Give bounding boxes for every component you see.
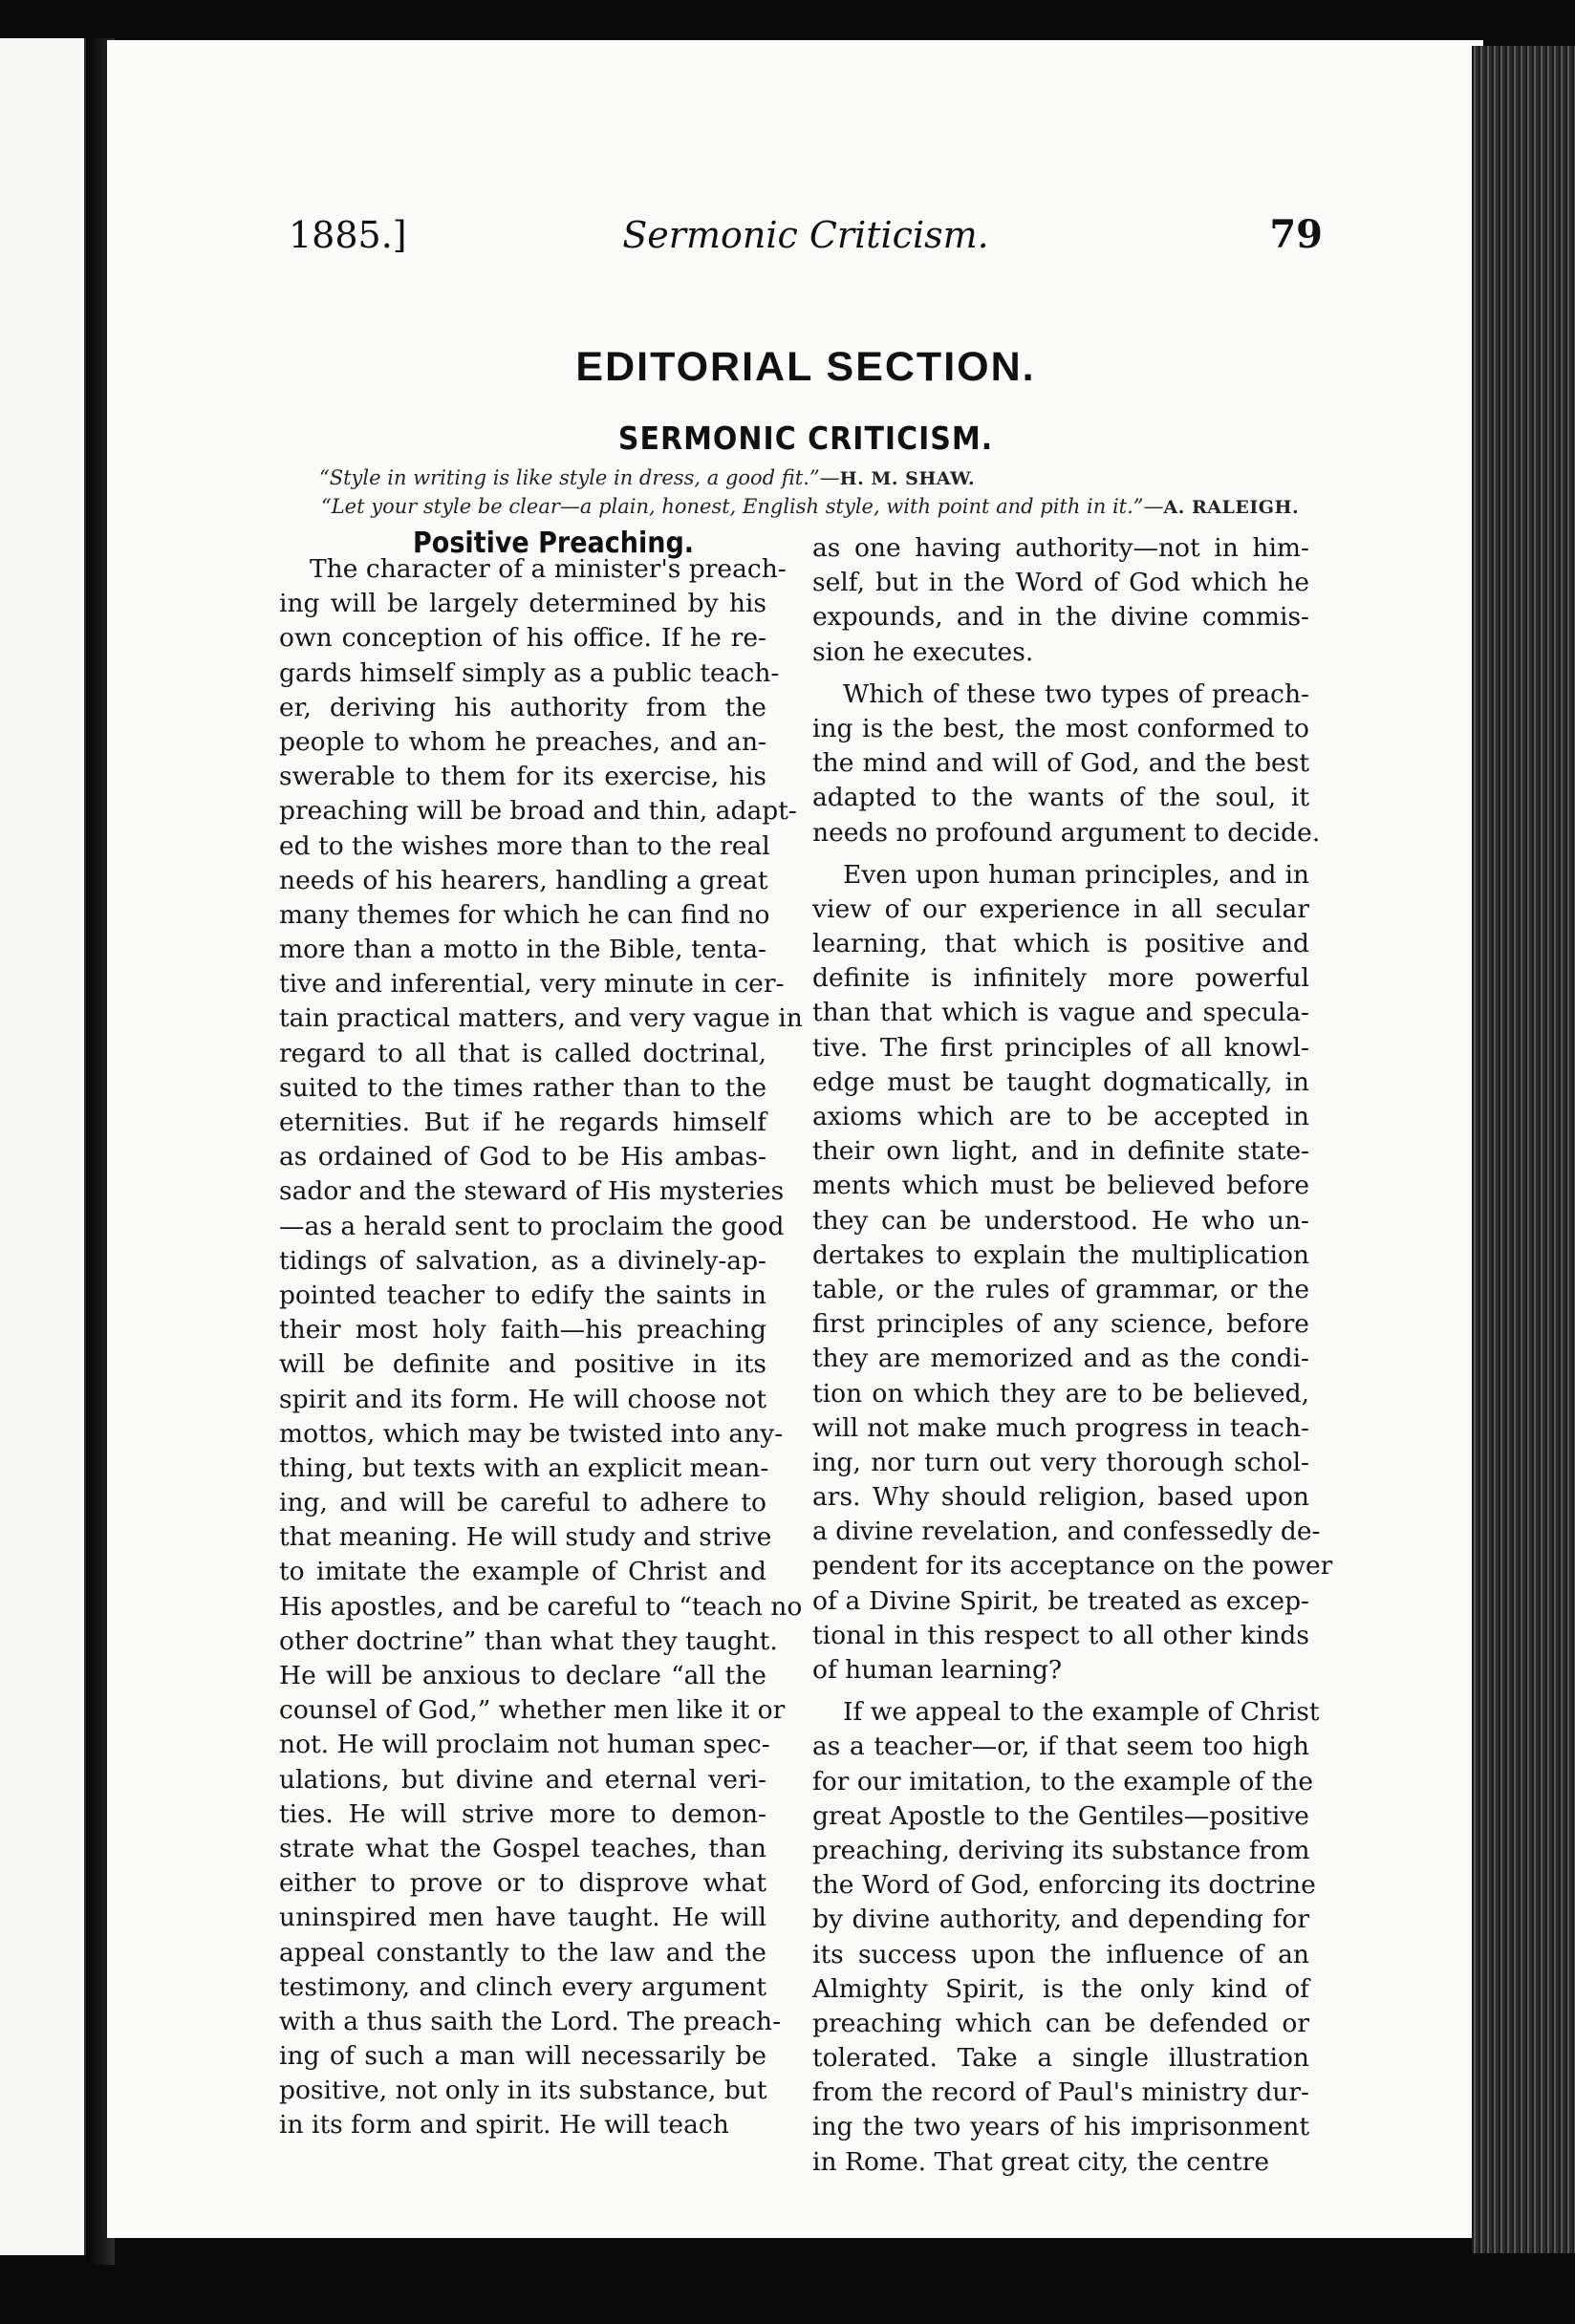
text-line: the Word of God, enforcing its doctrine xyxy=(812,1870,1316,1901)
epigraph-1-quote: “Style in writing is like style in dress, a good fit.”— xyxy=(319,466,840,489)
facing-page-edge xyxy=(0,38,86,2255)
text-line: adapted to the wants of the soul, it xyxy=(812,783,1309,813)
text-line: tion on which they are to be believed, xyxy=(812,1378,1309,1409)
text-line: needs of his hearers, handling a great xyxy=(279,865,768,895)
text-line: tain practical matters, and very vague in xyxy=(279,1003,803,1034)
page-number: 79 xyxy=(1269,212,1323,257)
text-line: thing, but texts with an explicit mean- xyxy=(279,1452,769,1483)
text-line: definite is infinitely more powerful xyxy=(812,963,1309,994)
text-line: dertakes to explain the multiplication xyxy=(812,1239,1309,1270)
text-line: table, or the rules of grammar, or the xyxy=(812,1274,1309,1304)
text-line: suited to the times rather than to the xyxy=(279,1072,766,1103)
running-head-title: Sermonic Criticism. xyxy=(622,214,989,256)
text-line: ed to the wishes more than to the real xyxy=(279,830,770,861)
text-line: to imitate the example of Christ and xyxy=(279,1557,766,1587)
text-line: that meaning. He will study and strive xyxy=(279,1522,772,1553)
text-line: will not make much progress in teach- xyxy=(812,1412,1309,1443)
text-line: uninspired men have taught. He will xyxy=(279,1903,766,1933)
text-line: —as a herald sent to proclaim the good xyxy=(279,1211,785,1241)
article-heading: Positive Preaching. xyxy=(413,527,695,560)
text-line: in Rome. That great city, the centre xyxy=(812,2146,1270,2177)
text-line: as one having authority—not in him- xyxy=(812,533,1309,563)
text-line: sion he executes. xyxy=(812,636,1034,667)
text-line: more than a motto in the Bible, tenta- xyxy=(279,935,766,965)
page-block-edge xyxy=(1472,46,1575,2253)
text-line: regard to all that is called doctrinal, xyxy=(279,1038,766,1068)
text-line: ments which must be believed before xyxy=(812,1171,1309,1201)
text-line: spirit and its form. He will choose not xyxy=(279,1384,766,1414)
text-line: Even upon human principles, and in xyxy=(843,859,1309,890)
text-line: tive and inferential, very minute in cer- xyxy=(279,969,785,1000)
text-line: testimony, and clinch every argument xyxy=(279,1971,766,2002)
text-line: learning, that which is positive and xyxy=(812,929,1309,959)
text-line: er, deriving his authority from the xyxy=(279,692,766,722)
text-line: as ordained of God to be His ambas- xyxy=(279,1142,766,1173)
text-line: self, but in the Word of God which he xyxy=(812,568,1309,598)
running-head xyxy=(289,208,1323,266)
text-line: view of our experience in all secular xyxy=(812,893,1309,924)
text-line: edge must be taught dogmatically, in xyxy=(812,1066,1309,1097)
text-line: with a thus saith the Lord. The preach- xyxy=(279,2006,782,2036)
text-line: ulations, but divine and eternal veri- xyxy=(279,1764,766,1795)
text-line: its success upon the influence of an xyxy=(812,1939,1309,1969)
text-line: eternities. But if he regards himself xyxy=(279,1108,766,1137)
text-line: preaching will be broad and thin, adapt- xyxy=(279,796,797,827)
text-line: positive, not only in its substance, but xyxy=(279,2076,767,2106)
text-line: of a Divine Spirit, be treated as excep- xyxy=(812,1585,1309,1616)
text-line: great Apostle to the Gentiles—positive xyxy=(812,1800,1309,1831)
text-line: other doctrine” than what they taught. xyxy=(279,1625,778,1656)
text-line: His apostles, and be careful to “teach no xyxy=(279,1591,803,1622)
text-line: their most holy faith—his preaching xyxy=(279,1315,766,1345)
text-line: as a teacher—or, if that seem too high xyxy=(812,1732,1309,1762)
text-line: ing will be largely determined by his xyxy=(279,589,766,619)
text-line: pendent for its acceptance on the power xyxy=(812,1551,1333,1582)
text-line: a divine revelation, and confessedly de- xyxy=(812,1517,1321,1547)
paragraph-gap xyxy=(812,670,1309,678)
sub-title: SERMONIC CRITICISM. xyxy=(617,420,994,458)
text-line: they can be understood. He who un- xyxy=(812,1205,1309,1236)
text-line: will be definite and positive in its xyxy=(279,1349,766,1380)
text-line: people to whom he preaches, and an- xyxy=(279,726,766,757)
text-line: ing of such a man will necessarily be xyxy=(279,2041,766,2072)
paragraph-gap xyxy=(812,850,1309,858)
text-line: ing, nor turn out very thorough schol- xyxy=(812,1447,1309,1477)
text-line: first principles of any science, before xyxy=(812,1309,1309,1340)
text-line: pointed teacher to edify the saints in xyxy=(279,1280,766,1310)
epigraph-1 xyxy=(319,466,1370,489)
text-line: from the record of Paul's ministry dur- xyxy=(812,2077,1309,2108)
epigraph-1-attribution: H. M. SHAW. xyxy=(839,468,976,489)
text-line: preaching which can be defended or xyxy=(812,2008,1309,2038)
left-column xyxy=(279,552,803,2143)
text-line: strate what the Gospel teaches, than xyxy=(279,1833,766,1863)
text-line: by divine authority, and depending for xyxy=(812,1904,1309,1935)
text-line: many themes for which he can find no xyxy=(279,899,770,930)
text-line: than that which is vague and specula- xyxy=(812,998,1309,1028)
text-line: preaching, deriving its substance from xyxy=(812,1835,1310,1865)
text-line: gards himself simply as a public teach- xyxy=(279,657,780,688)
text-line: tolerated. Take a single illustration xyxy=(812,2043,1309,2074)
text-line: ties. He will strive more to demon- xyxy=(279,1798,766,1829)
text-line: they are memorized and as the condi- xyxy=(812,1344,1309,1374)
epigraph-2-attribution: A. RALEIGH. xyxy=(1163,497,1300,518)
text-line: ing is the best, the most conformed to xyxy=(812,713,1309,743)
epigraph-2-quote: “Let your style be clear—a plain, honest, English style, with point and pith in it.”— xyxy=(321,495,1164,518)
text-line: ing the two years of his imprisonment xyxy=(812,2112,1309,2142)
text-line: in its form and spirit. He will teach xyxy=(279,2110,729,2141)
text-line: appeal constantly to the law and the xyxy=(279,1937,766,1968)
epigraph-2 xyxy=(321,495,1372,518)
text-line: either to prove or to disprove what xyxy=(279,1868,766,1899)
text-line: tional in this respect to all other kinds xyxy=(812,1620,1309,1650)
text-line: ars. Why should religion, based upon xyxy=(812,1482,1309,1513)
text-line: Which of these two types of preach- xyxy=(843,678,1309,709)
text-line: own conception of his office. If he re- xyxy=(279,623,766,654)
text-line: mottos, which may be twisted into any- xyxy=(279,1418,784,1449)
text-line: ing, and will be careful to adhere to xyxy=(279,1488,766,1518)
running-head-year: 1885.] xyxy=(289,214,407,256)
section-title: EDITORIAL SECTION. xyxy=(575,344,1036,390)
text-line: their own light, and in definite state- xyxy=(812,1136,1309,1167)
text-line: He will be anxious to declare “all the xyxy=(279,1661,766,1690)
text-line: tive. The first principles of all knowl- xyxy=(812,1032,1309,1063)
text-line: expounds, and in the divine commis- xyxy=(812,602,1309,633)
text-line: needs no profound argument to decide. xyxy=(812,817,1321,848)
text-line: axioms which are to be accepted in xyxy=(812,1102,1309,1131)
right-column xyxy=(812,531,1333,2180)
text-line: swerable to them for its exercise, his xyxy=(279,762,766,792)
text-line: tidings of salvation, as a divinely-ap- xyxy=(279,1245,766,1276)
text-line: not. He will proclaim not human spec- xyxy=(279,1730,770,1760)
text-line: If we appeal to the example of Christ xyxy=(843,1697,1320,1728)
paragraph-gap xyxy=(812,1688,1309,1695)
text-line: the mind and will of God, and the best xyxy=(812,748,1309,779)
text-line: The character of a minister's preach- xyxy=(310,554,787,584)
text-line: sador and the steward of His mysteries xyxy=(279,1176,785,1207)
text-line: of human learning? xyxy=(812,1655,1063,1685)
text-line: for our imitation, to the example of the xyxy=(812,1766,1314,1797)
text-line: Almighty Spirit, is the only kind of xyxy=(812,1973,1309,2004)
text-line: counsel of God,” whether men like it or xyxy=(279,1695,786,1726)
